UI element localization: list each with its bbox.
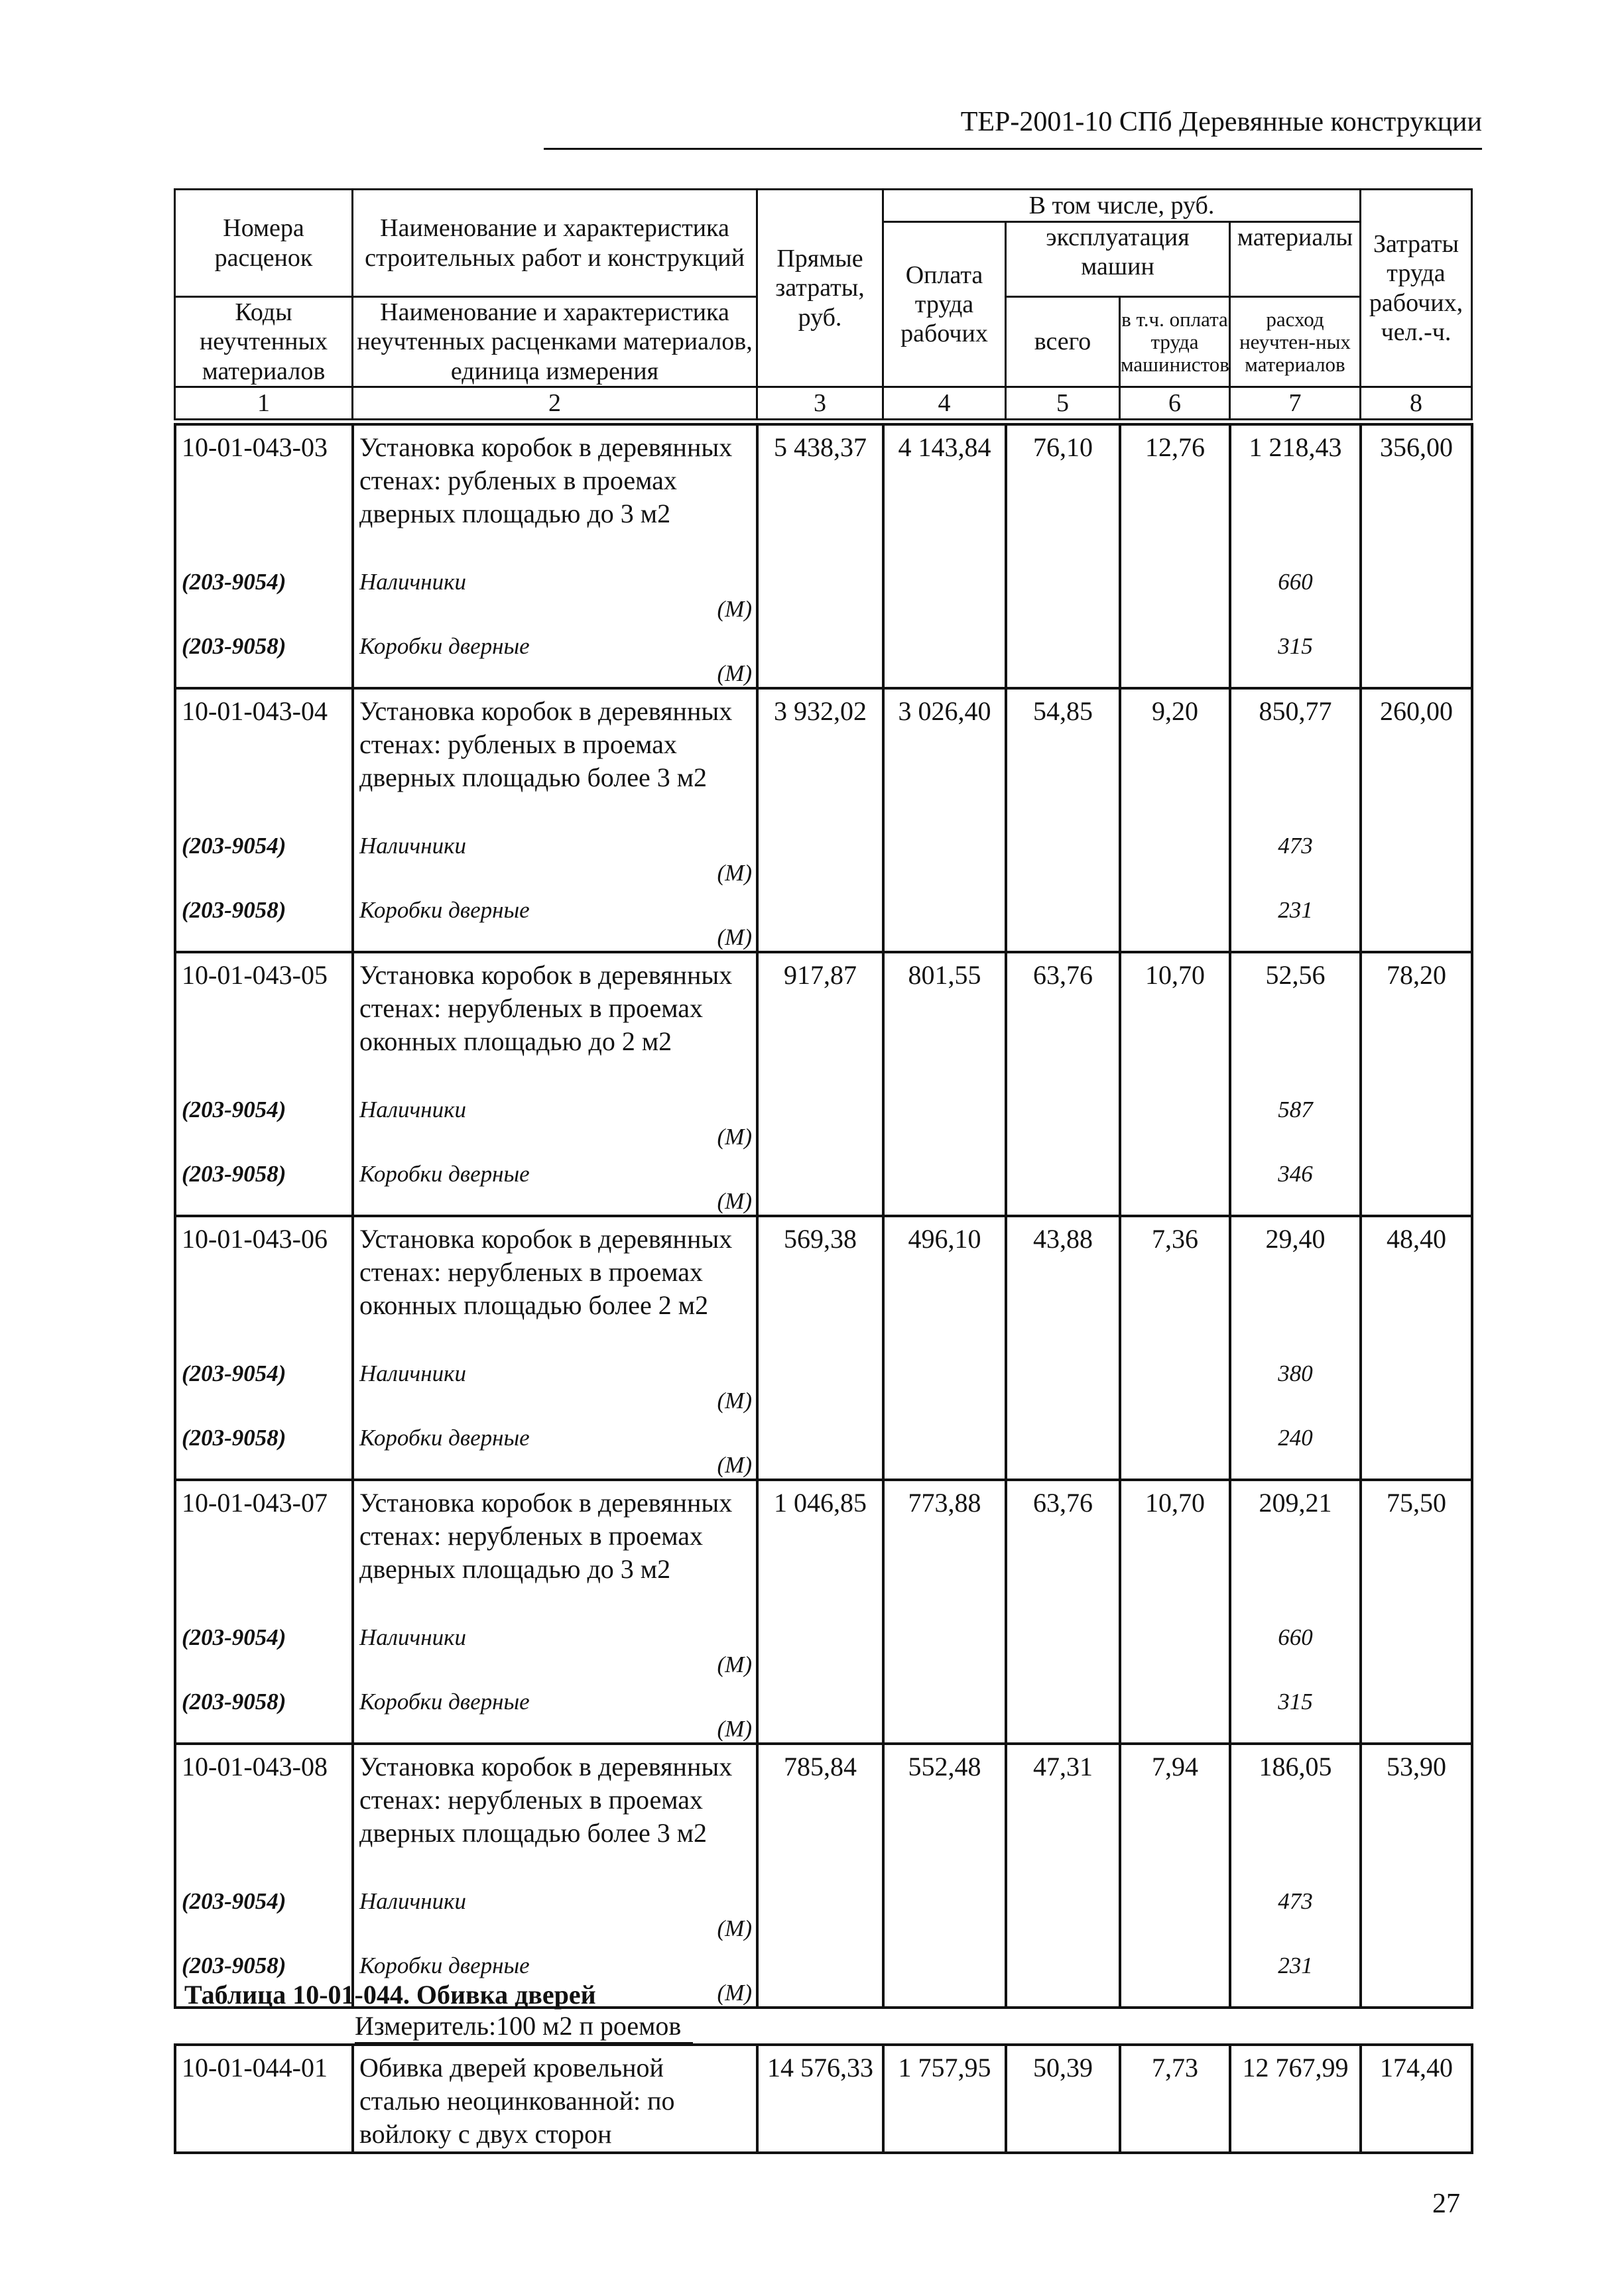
material-name-cell	[353, 1878, 757, 1942]
running-header: ТЕР-2001-10 СПб Деревянные конструкции	[960, 107, 1482, 137]
direct-costs: 1 046,85	[757, 1480, 883, 1614]
empty-cell	[757, 1678, 883, 1744]
machinists-pay: 10,70	[1120, 1480, 1230, 1614]
material-qty-cell	[1230, 1086, 1361, 1150]
material-code-cell	[175, 1350, 353, 1414]
material-unit: (М)	[717, 860, 752, 886]
empty-cell	[1361, 623, 1472, 688]
header-col4: Оплата труда рабочих	[883, 222, 1006, 387]
rate-code: 10-01-043-07	[175, 1480, 353, 1614]
material-code: (203-9058)	[182, 1953, 286, 1978]
material-name-cell	[353, 1350, 757, 1414]
material-qty-cell	[1230, 822, 1361, 886]
labor-pay: 1 757,95	[883, 2045, 1006, 2153]
materials-cost: 12 767,99	[1230, 2045, 1361, 2153]
work-name-line: Установка коробок в деревянных	[359, 1752, 733, 1782]
empty-cell	[1006, 1614, 1120, 1678]
work-name	[353, 1744, 757, 1878]
header-col2-top: Наименование и характеристика строительных работ и конструкций	[353, 190, 757, 297]
material-qty-cell	[1230, 1678, 1361, 1744]
direct-costs: 917,87	[757, 952, 883, 1086]
material-qty: 231	[1278, 1953, 1313, 1978]
empty-cell	[1006, 1086, 1120, 1150]
material-qty: 346	[1278, 1161, 1313, 1187]
material-code: (203-9054)	[182, 1360, 286, 1386]
material-code-cell	[175, 822, 353, 886]
labor-pay: 773,88	[883, 1480, 1006, 1614]
header-col8: Затраты труда рабочих, чел.-ч.	[1361, 190, 1472, 387]
header-col7: расход неучтен-ных материалов	[1230, 297, 1361, 387]
column-number: 8	[1361, 387, 1472, 420]
empty-cell	[1120, 1150, 1230, 1216]
material-row	[175, 1878, 1472, 1942]
empty-cell	[1361, 1942, 1472, 2008]
table-row	[175, 424, 1472, 558]
material-unit: (М)	[717, 1652, 752, 1677]
labor-hours: 260,00	[1361, 688, 1472, 822]
empty-cell	[1120, 1678, 1230, 1744]
empty-cell	[1120, 1350, 1230, 1414]
work-name-line: дверных площадью до 3 м2	[359, 1554, 671, 1584]
material-code: (203-9054)	[182, 569, 286, 595]
rate-code: 10-01-043-06	[175, 1216, 353, 1350]
column-number: 6	[1120, 387, 1230, 420]
work-name-line: стенах: рубленых в проемах	[359, 729, 677, 759]
material-code-cell	[175, 623, 353, 688]
empty-cell	[1120, 1942, 1230, 2008]
direct-costs: 5 438,37	[757, 424, 883, 558]
machinists-pay: 7,73	[1120, 2045, 1230, 2153]
material-code: (203-9058)	[182, 1161, 286, 1187]
empty-cell	[1120, 1414, 1230, 1480]
empty-cell	[1006, 1150, 1120, 1216]
material-name-cell	[353, 623, 757, 688]
material-row	[175, 558, 1472, 623]
material-code: (203-9054)	[182, 833, 286, 859]
empty-cell	[1120, 1614, 1230, 1678]
material-unit: (М)	[717, 924, 752, 950]
machinists-pay: 10,70	[1120, 952, 1230, 1086]
header-col5: всего	[1006, 297, 1120, 387]
empty-cell	[1006, 1414, 1120, 1480]
materials-cost: 29,40	[1230, 1216, 1361, 1350]
work-name-line: Установка коробок в деревянных	[359, 696, 733, 726]
material-name-cell	[353, 886, 757, 952]
empty-cell	[1006, 623, 1120, 688]
empty-cell	[883, 1086, 1006, 1150]
empty-cell	[1361, 1678, 1472, 1744]
table-row	[175, 2045, 1472, 2153]
machines-total: 43,88	[1006, 1216, 1120, 1350]
empty-cell	[883, 558, 1006, 623]
material-code: (203-9054)	[182, 1624, 286, 1650]
table-row	[175, 1480, 1472, 1614]
material-qty: 660	[1278, 569, 1313, 595]
direct-costs: 785,84	[757, 1744, 883, 1878]
material-qty-cell	[1230, 1878, 1361, 1942]
material-unit: (М)	[717, 1124, 752, 1150]
header-machines: эксплуатация машин	[1006, 222, 1230, 297]
material-unit: (М)	[717, 1388, 752, 1414]
machinists-pay: 7,36	[1120, 1216, 1230, 1350]
material-unit: (М)	[717, 596, 752, 622]
empty-cell	[1006, 1678, 1120, 1744]
work-name-line: Установка коробок в деревянных	[359, 1224, 733, 1254]
empty-cell	[1361, 1414, 1472, 1480]
work-name-line: дверных площадью более 3 м2	[359, 1818, 708, 1848]
work-name	[353, 952, 757, 1086]
material-qty: 473	[1278, 833, 1313, 859]
table-row	[175, 952, 1472, 1086]
labor-pay: 4 143,84	[883, 424, 1006, 558]
material-unit: (М)	[717, 1980, 752, 2006]
material-code-cell	[175, 1086, 353, 1150]
empty-cell	[883, 1614, 1006, 1678]
material-qty: 315	[1278, 1689, 1313, 1715]
header-group: В том числе, руб.	[883, 190, 1361, 222]
material-name: Наличники	[359, 833, 466, 859]
material-row	[175, 1614, 1472, 1678]
empty-cell	[1120, 822, 1230, 886]
empty-cell	[1006, 1350, 1120, 1414]
material-row	[175, 623, 1472, 688]
materials-cost: 52,56	[1230, 952, 1361, 1086]
work-name-line: войлоку с двух сторон	[359, 2119, 612, 2149]
header-col2-bottom: Наименование и характеристика неучтенных расценками материалов, единица измерения	[353, 297, 757, 387]
labor-hours: 78,20	[1361, 952, 1472, 1086]
empty-cell	[1120, 1086, 1230, 1150]
column-number: 7	[1230, 387, 1361, 420]
empty-cell	[1361, 1614, 1472, 1678]
header-col6: в т.ч. оплата труда машинистов	[1120, 297, 1230, 387]
machines-total: 76,10	[1006, 424, 1120, 558]
material-name: Наличники	[359, 1097, 466, 1122]
material-unit: (М)	[717, 1188, 752, 1214]
work-name-line: Установка коробок в деревянных	[359, 1488, 733, 1518]
empty-cell	[1006, 886, 1120, 952]
material-name: Коробки дверные	[359, 633, 530, 659]
empty-cell	[757, 1942, 883, 2008]
material-name: Коробки дверные	[359, 1953, 530, 1978]
material-unit: (М)	[717, 1452, 752, 1478]
material-name-cell	[353, 558, 757, 623]
work-name-line: Установка коробок в деревянных	[359, 432, 733, 462]
machines-total: 50,39	[1006, 2045, 1120, 2153]
machines-total: 54,85	[1006, 688, 1120, 822]
material-qty-cell	[1230, 886, 1361, 952]
material-qty-cell	[1230, 1350, 1361, 1414]
material-code-cell	[175, 1414, 353, 1480]
work-name	[353, 2045, 757, 2153]
work-name-line: оконных площадью до 2 м2	[359, 1026, 672, 1056]
empty-cell	[1006, 1942, 1120, 2008]
empty-cell	[1006, 1878, 1120, 1942]
empty-cell	[757, 886, 883, 952]
empty-cell	[1361, 822, 1472, 886]
work-name-line: стенах: нерубленых в проемах	[359, 1257, 704, 1287]
empty-cell	[757, 1878, 883, 1942]
labor-hours: 174,40	[1361, 2045, 1472, 2153]
material-name: Наличники	[359, 569, 466, 595]
material-qty-cell	[1230, 1150, 1361, 1216]
labor-pay: 552,48	[883, 1744, 1006, 1878]
labor-pay: 3 026,40	[883, 688, 1006, 822]
header-col1-bottom: Коды неучтенных материалов	[175, 297, 353, 387]
material-code: (203-9058)	[182, 897, 286, 923]
empty-cell	[1361, 1350, 1472, 1414]
empty-cell	[1361, 1150, 1472, 1216]
work-name	[353, 424, 757, 558]
material-qty-cell	[1230, 558, 1361, 623]
empty-cell	[883, 1678, 1006, 1744]
work-name-line: Установка коробок в деревянных	[359, 960, 733, 990]
labor-pay: 496,10	[883, 1216, 1006, 1350]
empty-cell	[1120, 623, 1230, 688]
machines-total: 47,31	[1006, 1744, 1120, 1878]
empty-cell	[757, 1414, 883, 1480]
material-code-cell	[175, 886, 353, 952]
material-qty: 473	[1278, 1888, 1313, 1914]
machinists-pay: 9,20	[1120, 688, 1230, 822]
material-row	[175, 1086, 1472, 1150]
empty-cell	[1006, 558, 1120, 623]
machines-total: 63,76	[1006, 1480, 1120, 1614]
header-rule	[544, 148, 1482, 150]
work-name-line: стенах: нерубленых в проемах	[359, 1785, 704, 1815]
material-name: Наличники	[359, 1888, 466, 1914]
column-number: 2	[353, 387, 757, 420]
column-number: 1	[175, 387, 353, 420]
empty-cell	[757, 1614, 883, 1678]
labor-hours: 53,90	[1361, 1744, 1472, 1878]
header-materials: материалы	[1230, 222, 1361, 297]
labor-hours: 48,40	[1361, 1216, 1472, 1350]
rate-code: 10-01-043-03	[175, 424, 353, 558]
material-code: (203-9058)	[182, 1425, 286, 1451]
work-name	[353, 1480, 757, 1614]
empty-cell	[1120, 1878, 1230, 1942]
material-qty: 231	[1278, 897, 1313, 923]
labor-pay: 801,55	[883, 952, 1006, 1086]
table-row	[175, 1744, 1472, 1878]
materials-cost: 850,77	[1230, 688, 1361, 822]
material-row	[175, 822, 1472, 886]
direct-costs: 3 932,02	[757, 688, 883, 822]
material-code-cell	[175, 1150, 353, 1216]
empty-cell	[757, 558, 883, 623]
table-044	[174, 2043, 1473, 2154]
table-row	[175, 688, 1472, 822]
work-name-line: стенах: нерубленых в проемах	[359, 993, 704, 1023]
direct-costs: 569,38	[757, 1216, 883, 1350]
direct-costs: 14 576,33	[757, 2045, 883, 2153]
material-qty: 315	[1278, 633, 1313, 659]
material-row	[175, 1150, 1472, 1216]
empty-cell	[1361, 558, 1472, 623]
material-qty: 587	[1278, 1097, 1313, 1122]
material-name: Наличники	[359, 1360, 466, 1386]
material-unit: (М)	[717, 660, 752, 686]
material-unit: (М)	[717, 1716, 752, 1742]
material-name: Коробки дверные	[359, 897, 530, 923]
work-name	[353, 688, 757, 822]
column-header-table	[174, 188, 1473, 420]
empty-cell	[883, 822, 1006, 886]
material-qty-cell	[1230, 1942, 1361, 2008]
material-code: (203-9058)	[182, 633, 286, 659]
material-row	[175, 1414, 1472, 1480]
empty-cell	[757, 1150, 883, 1216]
table-044-title: Таблица 10-01-044. Обивка дверей	[184, 1980, 596, 2010]
labor-hours: 75,50	[1361, 1480, 1472, 1614]
empty-cell	[883, 1350, 1006, 1414]
labor-hours: 356,00	[1361, 424, 1472, 558]
material-code: (203-9054)	[182, 1888, 286, 1914]
work-name-line: стенах: нерубленых в проемах	[359, 1521, 704, 1551]
material-name-cell	[353, 1086, 757, 1150]
rate-code: 10-01-044-01	[175, 2045, 353, 2153]
empty-cell	[1120, 886, 1230, 952]
material-name: Коробки дверные	[359, 1161, 530, 1187]
materials-cost: 1 218,43	[1230, 424, 1361, 558]
work-name-line: оконных площадью более 2 м2	[359, 1290, 709, 1320]
machinists-pay: 7,94	[1120, 1744, 1230, 1878]
empty-cell	[883, 886, 1006, 952]
material-row	[175, 1350, 1472, 1414]
material-code: (203-9058)	[182, 1689, 286, 1715]
work-name	[353, 1216, 757, 1350]
column-number-row	[175, 387, 1472, 420]
rates-table	[174, 423, 1473, 2009]
material-name: Наличники	[359, 1624, 466, 1650]
material-name: Коробки дверные	[359, 1425, 530, 1451]
empty-cell	[757, 1086, 883, 1150]
material-row	[175, 886, 1472, 952]
material-code-cell	[175, 1614, 353, 1678]
empty-cell	[757, 623, 883, 688]
material-code-cell	[175, 1878, 353, 1942]
empty-cell	[1361, 1086, 1472, 1150]
empty-cell	[1361, 1878, 1472, 1942]
rate-code: 10-01-043-08	[175, 1744, 353, 1878]
work-name-line: дверных площадью до 3 м2	[359, 499, 671, 528]
material-name-cell	[353, 1678, 757, 1744]
material-name-cell	[353, 1414, 757, 1480]
material-name-cell	[353, 822, 757, 886]
material-qty-cell	[1230, 1414, 1361, 1480]
material-name-cell	[353, 1150, 757, 1216]
work-name-line: сталью неоцинкованной: по	[359, 2086, 675, 2116]
column-number: 5	[1006, 387, 1120, 420]
table-044-meter: Измеритель:100 м2 п роемов	[355, 2011, 682, 2041]
machinists-pay: 12,76	[1120, 424, 1230, 558]
page-number: 27	[1432, 2189, 1460, 2219]
empty-cell	[1361, 886, 1472, 952]
material-code-cell	[175, 558, 353, 623]
material-qty-cell	[1230, 1614, 1361, 1678]
material-qty-cell	[1230, 623, 1361, 688]
work-name-line: стенах: рубленых в проемах	[359, 465, 677, 495]
empty-cell	[757, 822, 883, 886]
machines-total: 63,76	[1006, 952, 1120, 1086]
empty-cell	[883, 1150, 1006, 1216]
material-code-cell	[175, 1678, 353, 1744]
material-row	[175, 1678, 1472, 1744]
column-number: 3	[757, 387, 883, 420]
material-name: Коробки дверные	[359, 1689, 530, 1715]
rate-code: 10-01-043-05	[175, 952, 353, 1086]
table-row	[175, 1216, 1472, 1350]
material-unit: (М)	[717, 1915, 752, 1941]
material-qty: 380	[1278, 1360, 1313, 1386]
material-qty: 660	[1278, 1624, 1313, 1650]
material-name-cell	[353, 1614, 757, 1678]
material-qty: 240	[1278, 1425, 1313, 1451]
column-number: 4	[883, 387, 1006, 420]
rate-code: 10-01-043-04	[175, 688, 353, 822]
work-name-line: Обивка дверей кровельной	[359, 2053, 664, 2083]
header-col3: Прямые затраты, руб.	[757, 190, 883, 387]
materials-cost: 186,05	[1230, 1744, 1361, 1878]
empty-cell	[757, 1350, 883, 1414]
header-col1-top: Номера расценок	[175, 190, 353, 297]
empty-cell	[1006, 822, 1120, 886]
materials-cost: 209,21	[1230, 1480, 1361, 1614]
empty-cell	[883, 1878, 1006, 1942]
empty-cell	[883, 1942, 1006, 2008]
material-code: (203-9054)	[182, 1097, 286, 1122]
empty-cell	[883, 1414, 1006, 1480]
empty-cell	[1120, 558, 1230, 623]
work-name-line: дверных площадью более 3 м2	[359, 762, 708, 792]
empty-cell	[883, 623, 1006, 688]
